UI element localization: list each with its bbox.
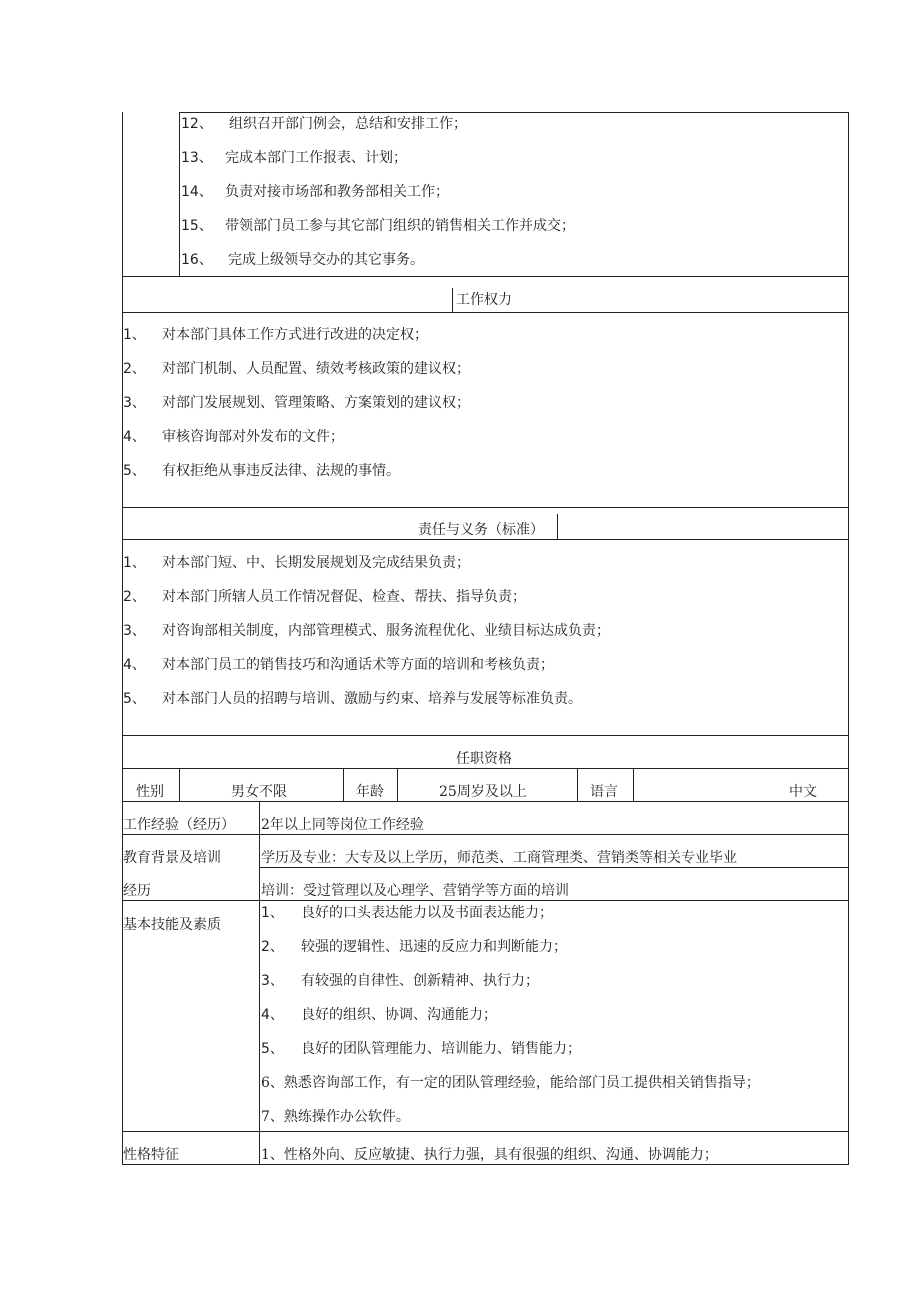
list-item: 5、 对本部门人员的招聘与培训、激励与约束、培养与发展等标准负责。 xyxy=(123,691,582,707)
list-item: 16、 完成上级领导交办的其它事务。 xyxy=(181,252,424,268)
list-item: 3、 对咨询部相关制度，内部管理模式、服务流程优化、业绩目标达成负责； xyxy=(123,623,610,639)
experience-label: 工作经验（经历） xyxy=(123,817,235,833)
list-item: 3、 有较强的自律性、创新精神、执行力； xyxy=(261,973,539,989)
gender-label: 性别 xyxy=(136,784,164,800)
list-item: 4、 良好的组织、协调、沟通能力； xyxy=(261,1007,497,1023)
education-label-line1: 教育背景及培训 xyxy=(123,850,221,866)
list-item: 14、 负责对接市场部和教务部相关工作； xyxy=(181,184,449,200)
gender-value: 男女不限 xyxy=(231,784,287,800)
list-item: 15、 带领部门员工参与其它部门组织的销售相关工作并成交； xyxy=(181,218,575,234)
list-item: 2、 对部门机制、人员配置、绩效考核政策的建议权； xyxy=(123,361,470,377)
responsibility-title: 责任与义务（标准） xyxy=(418,522,544,538)
list-item: 3、 对部门发展规划、管理策略、方案策划的建议权； xyxy=(123,395,470,411)
language-value: 中文 xyxy=(789,784,817,800)
list-item: 5、 良好的团队管理能力、培训能力、销售能力； xyxy=(261,1041,581,1057)
list-item: 4、 对本部门员工的销售技巧和沟通话术等方面的培训和考核负责； xyxy=(123,657,554,673)
list-item: 1、 良好的口头表达能力以及书面表达能力； xyxy=(261,905,553,921)
education-value: 学历及专业：大专及以上学历，师范类、工商管理类、营销类等相关专业毕业 xyxy=(261,850,737,866)
training-value: 培训：受过管理以及心理学、营销学等方面的培训 xyxy=(261,883,569,899)
list-item: 2、 对本部门所辖人员工作情况督促、检查、帮扶、指导负责； xyxy=(123,589,526,605)
personality-value: 1、性格外向、反应敏捷、执行力强，具有很强的组织、沟通、协调能力； xyxy=(261,1147,718,1163)
list-item: 1、 对本部门短、中、长期发展规划及完成结果负责； xyxy=(123,555,470,571)
qualifications-title: 任职资格 xyxy=(456,751,512,767)
experience-value: 2年以上同等岗位工作经验 xyxy=(261,817,424,833)
list-item: 7、熟练操作办公软件。 xyxy=(261,1109,410,1125)
list-item: 6、熟悉咨询部工作，有一定的团队管理经验，能给部门员工提供相关销售指导； xyxy=(261,1075,760,1091)
personality-label: 性格特征 xyxy=(123,1147,179,1163)
language-label: 语言 xyxy=(590,784,618,800)
list-item: 1、 对本部门具体工作方式进行改进的决定权； xyxy=(123,327,428,343)
list-item: 4、 审核咨询部对外发布的文件； xyxy=(123,429,344,445)
age-label: 年龄 xyxy=(356,784,384,800)
skills-label: 基本技能及素质 xyxy=(123,917,221,933)
age-value: 25周岁及以上 xyxy=(439,784,527,800)
list-item: 13、 完成本部门工作报表、计划； xyxy=(181,150,407,166)
list-item: 5、 有权拒绝从事违反法律、法规的事情。 xyxy=(123,463,400,479)
education-label-line2: 经历 xyxy=(123,883,151,899)
list-item: 12、 组织召开部门例会，总结和安排工作； xyxy=(181,116,467,132)
authority-title: 工作权力 xyxy=(456,292,512,308)
list-item: 2、 较强的逻辑性、迅速的反应力和判断能力； xyxy=(261,939,567,955)
